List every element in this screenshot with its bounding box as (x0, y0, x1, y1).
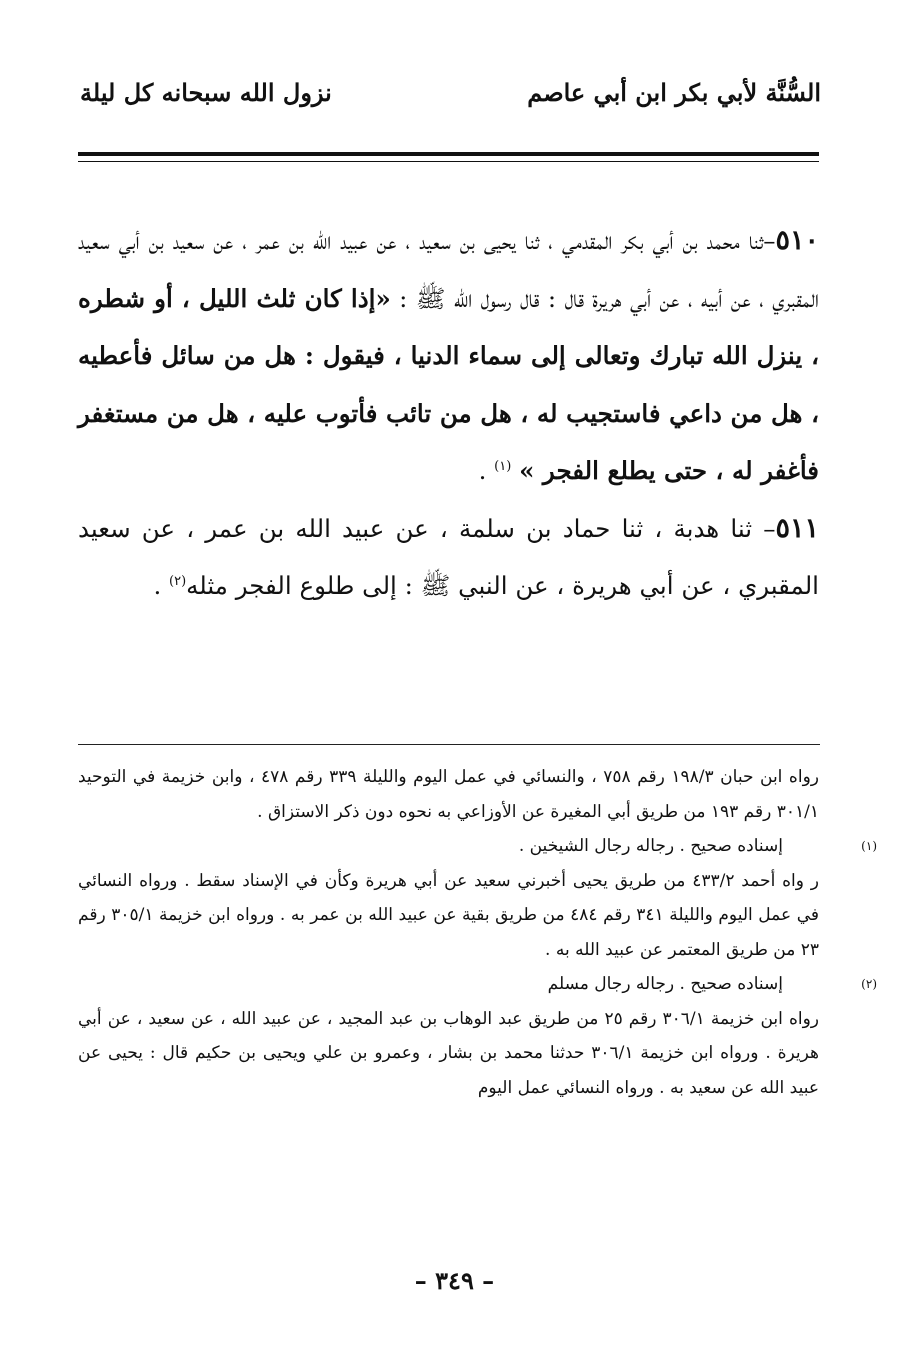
running-header (80, 78, 821, 118)
main-text (78, 212, 819, 615)
chapter-title: نزول الله سبحانه كل ليلة (80, 78, 332, 107)
footnote-head: إسناده صحيح . رجاله رجال الشيخين . (518, 836, 783, 856)
footnote-marker: (٢) (861, 977, 877, 991)
hadith-end: . (478, 456, 495, 485)
hadith-510 (78, 212, 819, 500)
footnotes (78, 760, 877, 1105)
footnote-pre: رواه ابن حبان ١٩٨/٣ رقم ٧٥٨ ، والنسائي في عمل اليوم والليلة ٣٣٩ رقم ٤٧٨ ، وابن خزيمة في التوحيد ٣٠١/١ رقم ١٩٣ من طريق أبي المغيرة عن الأوزاعي به نحوه دون ذكر الاستزاق . (78, 767, 819, 822)
hadith-end: . (153, 571, 170, 600)
page-number: – ٣٤٩ – (414, 1266, 495, 1295)
hadith-number: ٥١٠ (775, 225, 819, 256)
hadith-511 (78, 500, 819, 615)
footnote-ref: (١) (494, 458, 512, 474)
hadith-number: ٥١١ (775, 512, 819, 544)
footnote-marker: (١) (861, 839, 877, 853)
header-rule-thick (78, 152, 819, 156)
book-title: السُّنَّة لأبي بكر ابن أبي عاصم (527, 78, 821, 107)
footnote-body: رواه ابن خزيمة ٣٠٦/١ رقم ٢٥ من طريق عبد الوهاب بن عبد المجيد ، عن عبيد الله ، عن سعيد ، عن أبي هريرة . ورواه ابن خزيمة ٣٠٦/١ حدثنا محمد بن بشار ، وعمرو بن علي ويحيى بن حكيم قال : يحيى عن عبيد الله عن سعيد به . ورواه النسائي عمل اليوم (78, 1008, 820, 1098)
footnote-head: إسناده صحيح . رجاله رجال مسلم (547, 974, 783, 994)
footnote-separator (78, 744, 820, 745)
footnote-2 (78, 967, 877, 1105)
hadith-matn: «إذا كان ثلث الليل ، أو شطره ، ينزل الله تبارك وتعالى إلى سماء الدنيا ، فيقول : هل من سائل فأعطيه ، هل من داعي فاستجيب له ، هل من تائب فأتوب عليه ، هل من مستغفر فأغفر له ، حتى يطلع الفجر » (78, 283, 819, 485)
footnote-body: ر واه أحمد ٤٣٣/٢ من طريق يحيى أخبرني سعيد عن أبي هريرة وكأن في الإسناد سقط . ورواه النسائي في عمل اليوم والليلة ٣٤١ رقم ٤٨٤ من طريق بقية عن عبيد الله بن عمر به . ورواه ابن خزيمة ٣٠٥/١ رقم ٢٣ من طريق المعتمر عن عبيد الله به . (78, 870, 819, 960)
footnote-ref: (٢) (169, 573, 187, 589)
footnote-1 (78, 829, 877, 967)
header-rule-thin (78, 161, 819, 162)
hadith-isnad: –ثنا محمد بن أبي بكر المقدمي ، ثنا يحيى بن سعيد ، عن عبيد الله بن عمر ، عن سعيد بن أبي سعيد المقبري ، عن أبيه ، عن أبي هريرة قال : قال رسول الله ﷺ : (78, 226, 819, 313)
hadith-text: – ثنا هدبة ، ثنا حماد بن سلمة ، عن عبيد الله بن عمر ، عن سعيد المقبري ، عن أبي هريرة ، عن النبي ﷺ : إلى طلوع الفجر مثله (78, 513, 819, 600)
